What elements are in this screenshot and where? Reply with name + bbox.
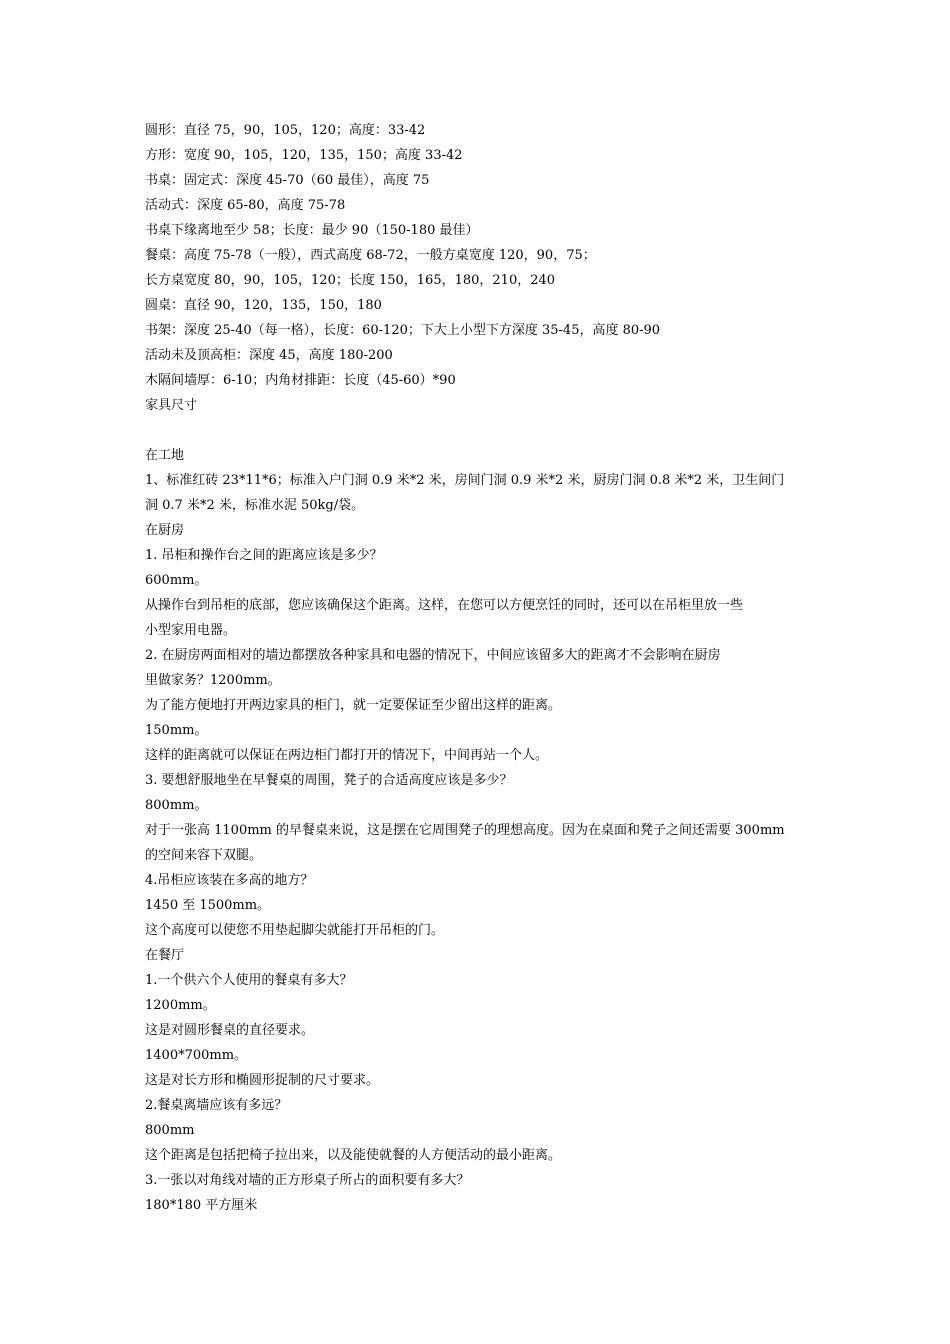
text-line: 方形：宽度 90，105，120，135，150；高度 33-42 xyxy=(145,148,463,163)
answer-line: 1200mm。 xyxy=(145,998,216,1013)
question-line: 2. 在厨房两面相对的墙边都摆放各种家具和电器的情况下，中间应该留多大的距离才不会影响在厨房 xyxy=(145,648,721,663)
question-line: 3.一张以对角线对墙的正方形桌子所占的面积要有多大？ xyxy=(145,1173,470,1188)
text-line: 的空间来容下双腿。 xyxy=(145,848,263,863)
answer-line: 800mm。 xyxy=(145,798,208,813)
section-heading: 家具尺寸 xyxy=(145,398,198,413)
answer-line: 600mm。 xyxy=(145,573,208,588)
text-line: 1、标准红砖 23*11*6；标准入户门洞 0.9 米*2 米，房间门洞 0.9 米*2 米，厨房门洞 0.8 米*2 米，卫生间门 xyxy=(145,473,785,488)
text-line: 洞 0.7 米*2 米，标准水泥 50kg/袋。 xyxy=(145,498,365,513)
answer-line: 150mm。 xyxy=(145,723,208,738)
section-heading: 在工地 xyxy=(145,448,185,463)
answer-line: 800mm xyxy=(145,1123,195,1138)
text-line: 小型家用电器。 xyxy=(145,623,237,638)
text-line: 书桌下缘离地至少 58；长度：最少 90（150-180 最佳） xyxy=(145,223,479,238)
text-line: 这是对长方形和椭圆形捉制的尺寸要求。 xyxy=(145,1073,380,1088)
question-line: 4.吊柜应该装在多高的地方？ xyxy=(145,873,314,888)
text-line: 书桌：固定式：深度 45-70（60 最佳），高度 75 xyxy=(145,173,430,188)
question-line: 里做家务？1200mm。 xyxy=(145,673,281,688)
text-line: 活动式：深度 65-80，高度 75-78 xyxy=(145,198,346,213)
text-line: 对于一张高 1100mm 的早餐桌来说，这是摆在它周围凳子的理想高度。因为在桌面和凳子之间还需要 300mm xyxy=(145,823,785,838)
section-heading: 在餐厅 xyxy=(145,948,185,963)
answer-line: 180*180 平方厘米 xyxy=(145,1198,258,1213)
document-body xyxy=(145,118,810,1218)
text-line: 木隔间墙厚：6-10；内角材排距：长度（45-60）*90 xyxy=(145,373,456,388)
question-line: 1.一个供六个人使用的餐桌有多大？ xyxy=(145,973,353,988)
text-line: 餐桌：高度 75-78（一般），西式高度 68-72，一般方桌宽度 120，90，75； xyxy=(145,248,596,263)
question-line: 2.餐桌离墙应该有多远？ xyxy=(145,1098,288,1113)
text-line: 从操作台到吊柜的底部，您应该确保这个距离。这样，在您可以方便烹饪的同时，还可以在吊柜里放一些 xyxy=(145,598,744,613)
blank-line xyxy=(145,418,810,443)
question-line: 1. 吊柜和操作台之间的距离应该是多少？ xyxy=(145,548,383,563)
text-line: 书架：深度 25-40（每一格），长度：60-120；下大上小型下方深度 35-45，高度 80-90 xyxy=(145,323,661,338)
text-line: 长方桌宽度 80，90，105，120；长度 150，165，180，210，240 xyxy=(145,273,556,288)
question-line: 3. 要想舒服地坐在早餐桌的周围，凳子的合适高度应该是多少？ xyxy=(145,773,513,788)
text-line: 这样的距离就可以保证在两边柜门都打开的情况下，中间再站一个人。 xyxy=(145,748,549,763)
text-line: 为了能方便地打开两边家具的柜门，就一定要保证至少留出这样的距离。 xyxy=(145,698,562,713)
text-line: 圆桌：直径 90，120，135，150，180 xyxy=(145,298,382,313)
answer-line: 1450 至 1500mm。 xyxy=(145,898,271,913)
text-line: 这是对圆形餐桌的直径要求。 xyxy=(145,1023,315,1038)
text-line: 这个距离是包括把椅子拉出来，以及能使就餐的人方便活动的最小距离。 xyxy=(145,1148,562,1163)
text-line: 圆形：直径 75，90，105，120；高度：33-42 xyxy=(145,123,426,138)
section-heading: 在厨房 xyxy=(145,523,185,538)
text-line: 这个高度可以使您不用垫起脚尖就能打开吊柜的门。 xyxy=(145,923,445,938)
text-line: 活动未及顶高柜：深度 45，高度 180-200 xyxy=(145,348,393,363)
answer-line: 1400*700mm。 xyxy=(145,1048,248,1063)
